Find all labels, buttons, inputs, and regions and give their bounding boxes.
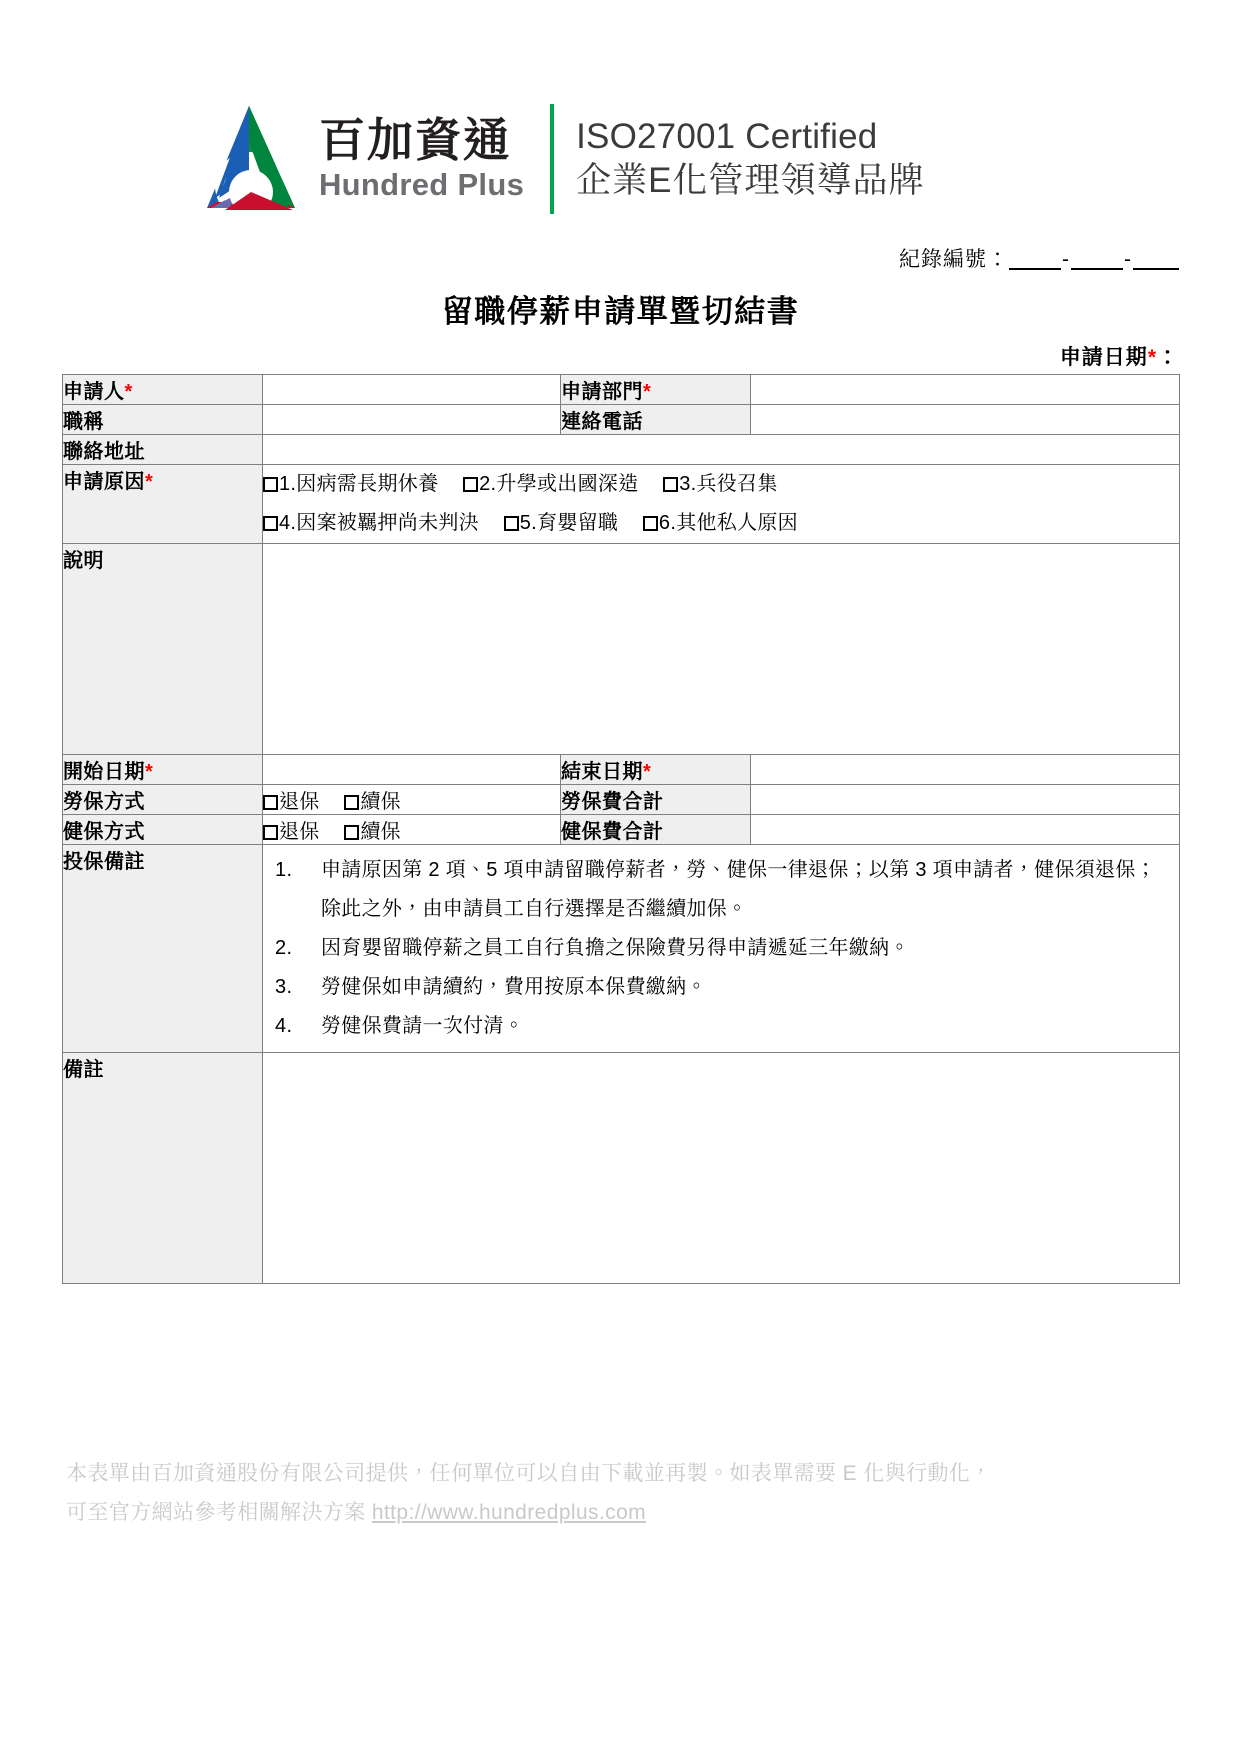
label-start-date	[63, 755, 263, 785]
label-end-date-text: 結束日期	[561, 761, 643, 783]
input-applicant[interactable]	[263, 375, 561, 405]
labor-continue-label: 續保	[360, 791, 401, 813]
label-reason	[63, 465, 263, 544]
reason-required-marker: *	[145, 471, 154, 493]
input-start-date[interactable]	[263, 755, 561, 785]
table-row-job-title	[63, 405, 1180, 435]
checkbox-reason-4[interactable]	[263, 516, 278, 531]
reason-4-label: 因案被羈押尚未判決	[296, 512, 479, 534]
record-number-blank-2[interactable]	[1071, 268, 1123, 270]
footer-note	[66, 1455, 1161, 1533]
apply-date-field	[1060, 341, 1179, 371]
apply-date-colon: ：	[1157, 346, 1179, 369]
reason-1-label: 因病需長期休養	[296, 473, 439, 495]
reason-4-num: 4.	[279, 512, 297, 534]
input-job-title[interactable]	[263, 405, 561, 435]
checkbox-reason-2[interactable]	[463, 477, 478, 492]
table-row-address	[63, 435, 1180, 465]
input-address[interactable]	[263, 435, 1180, 465]
insurance-note-item: 申請原因第 2 項、5 項申請留職停薪者，勞、健保一律退保；以第 3 項申請者，健保須退保；除此之外，由申請員工自行選擇是否繼續加保。	[321, 859, 1156, 920]
record-number-label: 紀錄編號：	[899, 248, 1009, 271]
table-row-health-insurance	[63, 815, 1180, 845]
record-number-blank-1[interactable]	[1009, 268, 1061, 270]
health-insurance-options-cell	[263, 815, 561, 845]
table-row-description	[63, 544, 1180, 755]
record-number-dash-1: -	[1062, 248, 1070, 271]
checkbox-health-continue[interactable]	[344, 825, 359, 840]
page-title: 留職停薪申請單暨切結書	[441, 294, 800, 329]
table-row-insurance-notes	[63, 845, 1180, 1053]
brand-name-cn: 百加資通	[319, 114, 511, 167]
label-department	[561, 375, 751, 405]
reason-6-label: 其他私人原因	[676, 512, 798, 534]
brand-header	[185, 96, 924, 222]
input-phone[interactable]	[751, 405, 1180, 435]
label-applicant	[63, 375, 263, 405]
brand-name-en: Hundred Plus	[319, 166, 525, 202]
insurance-notes-cell	[263, 845, 1180, 1053]
applicant-required-marker: *	[124, 381, 133, 403]
label-address: 聯絡地址	[63, 435, 263, 465]
checkbox-reason-1[interactable]	[263, 477, 278, 492]
checkbox-labor-continue[interactable]	[344, 795, 359, 810]
footer-text-line2: 可至官方網站參考相關解決方案	[66, 1500, 372, 1524]
label-applicant-text: 申請人	[63, 381, 125, 403]
input-department[interactable]	[751, 375, 1180, 405]
input-labor-fee[interactable]	[751, 785, 1180, 815]
label-department-text: 申請部門	[561, 381, 643, 403]
label-labor-fee: 勞保費合計	[561, 785, 751, 815]
brand-name-block	[319, 100, 524, 218]
reason-options-line-2	[263, 504, 1179, 543]
table-row-reason	[63, 465, 1180, 544]
checkbox-labor-withdraw[interactable]	[263, 795, 278, 810]
record-number-line	[899, 243, 1179, 273]
reason-5-num: 5.	[519, 512, 537, 534]
table-row-labor-insurance	[63, 785, 1180, 815]
insurance-notes-list	[263, 845, 1179, 1052]
label-job-title: 職稱	[63, 405, 263, 435]
label-health-fee: 健保費合計	[561, 815, 751, 845]
input-description[interactable]	[263, 544, 1180, 755]
label-labor-insurance: 勞保方式	[63, 785, 263, 815]
reason-1-num: 1.	[279, 473, 297, 495]
health-withdraw-label: 退保	[279, 821, 320, 843]
insurance-note-item: 因育嬰留職停薪之員工自行負擔之保險費另得申請遞延三年繳納。	[321, 937, 910, 959]
checkbox-health-withdraw[interactable]	[263, 825, 278, 840]
footer-text-line1: 本表單由百加資通股份有限公司提供，任何單位可以自由下載並再製。如表單需要 E 化與行動化，	[66, 1462, 992, 1485]
record-number-dash-2: -	[1124, 248, 1132, 271]
reason-2-label: 升學或出國深造	[496, 473, 639, 495]
table-row-applicant	[63, 375, 1180, 405]
insurance-note-item: 勞健保費請一次付清。	[321, 1015, 524, 1037]
reason-3-label: 兵役召集	[696, 473, 778, 495]
tagline-en: ISO27001 Certified	[576, 117, 878, 157]
reason-options-line-1	[263, 465, 1179, 504]
checkbox-reason-6[interactable]	[643, 516, 658, 531]
checkbox-reason-3[interactable]	[663, 477, 678, 492]
label-description: 說明	[63, 544, 263, 755]
table-row-remarks	[63, 1053, 1180, 1284]
label-reason-text: 申請原因	[63, 471, 145, 493]
reason-6-num: 6.	[658, 512, 677, 534]
reason-options-cell	[263, 465, 1180, 544]
end-date-required-marker: *	[643, 761, 652, 783]
leave-application-table	[62, 374, 1180, 1284]
checkbox-reason-5[interactable]	[504, 516, 519, 531]
label-remarks: 備註	[63, 1053, 263, 1284]
record-number-blank-3[interactable]	[1133, 268, 1179, 270]
label-phone: 連絡電話	[561, 405, 751, 435]
health-continue-label: 續保	[360, 821, 401, 843]
label-end-date	[561, 755, 751, 785]
label-start-date-text: 開始日期	[63, 761, 145, 783]
brand-tagline-block	[576, 100, 924, 218]
apply-date-required-marker: *	[1147, 346, 1157, 369]
labor-insurance-options-cell	[263, 785, 561, 815]
label-insurance-notes: 投保備註	[63, 845, 263, 1053]
input-health-fee[interactable]	[751, 815, 1180, 845]
start-date-required-marker: *	[145, 761, 154, 783]
reason-3-num: 3.	[679, 473, 697, 495]
brand-divider	[550, 104, 554, 214]
hundred-plus-logo-icon	[185, 98, 313, 220]
labor-withdraw-label: 退保	[279, 791, 320, 813]
insurance-note-item: 勞健保如申請續約，費用按原本保費繳納。	[321, 976, 707, 998]
reason-2-num: 2.	[479, 473, 497, 495]
input-remarks[interactable]	[263, 1053, 1180, 1284]
apply-date-label: 申請日期	[1059, 346, 1148, 369]
table-row-dates	[63, 755, 1180, 785]
input-end-date[interactable]	[751, 755, 1180, 785]
department-required-marker: *	[643, 381, 652, 403]
label-health-insurance: 健保方式	[63, 815, 263, 845]
tagline-cn: 企業E化管理領導品牌	[576, 161, 925, 200]
reason-5-label: 育嬰留職	[536, 512, 619, 534]
footer-website-link[interactable]: http://www.hundredplus.com	[371, 1500, 647, 1524]
